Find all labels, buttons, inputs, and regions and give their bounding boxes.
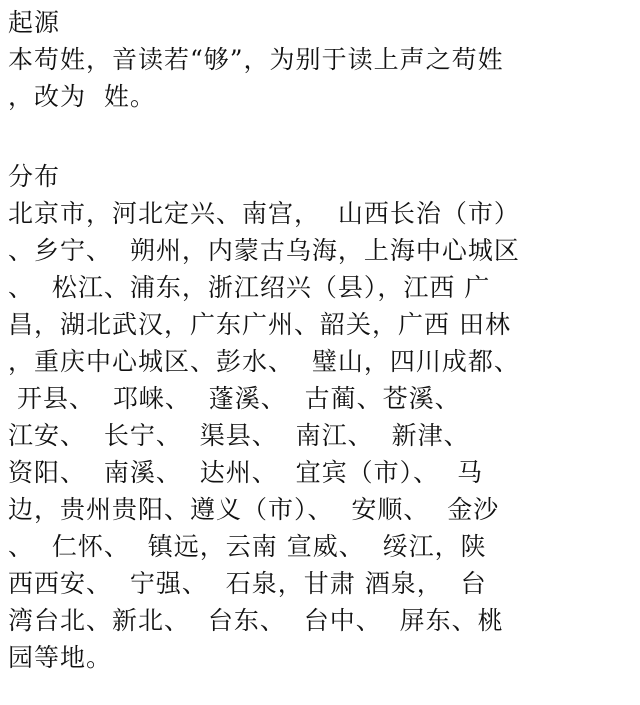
section-heading-distribution: 分布 (8, 162, 61, 191)
distribution-text-line: 湾台北、新北、 台东、 台中、 屏东、桃 (8, 606, 504, 635)
distribution-text-line: ，重庆中心城区、彭水、 璧山，四川成都、 (8, 347, 520, 376)
distribution-text-line: 江安、 长宁、 渠县、 南江、 新津、 (8, 421, 470, 450)
distribution-text-line: 资阳、 南溪、 达州、 宜宾（市）、 马 (8, 458, 484, 487)
distribution-text-line: 昌，湖北武汉，广东广州、韶关，广西 田林 (8, 310, 511, 339)
distribution-text-line: 边，贵州贵阳、遵义（市）、 安顺、 金沙 (8, 495, 500, 524)
distribution-text-line: 、 松江、浦东，浙江绍兴（县），江西 广 (8, 273, 491, 302)
distribution-text-line: 园等地。 (8, 643, 113, 672)
origin-text-line: ，改为 姓。 (8, 82, 156, 111)
distribution-text-line: 西西安、 宁强、 石泉，甘肃 酒泉， 台 (8, 569, 487, 598)
section-heading-origin: 起源 (8, 8, 61, 37)
distribution-text-line: 开县、 邛崃、 蓬溪、 古蔺、苍溪、 (8, 384, 461, 413)
origin-text-line: 本苟姓，音读若“够”，为别于读上声之苟姓 (8, 45, 504, 74)
distribution-text-line: 北京市，河北定兴、南宫， 山西长治（市） (8, 199, 520, 228)
distribution-text-line: 、乡宁、 朔州，内蒙古乌海，上海中心城区 (8, 236, 520, 265)
distribution-text-line: 、 仁怀、 镇远，云南 宣威、 绥江，陕 (8, 532, 487, 561)
